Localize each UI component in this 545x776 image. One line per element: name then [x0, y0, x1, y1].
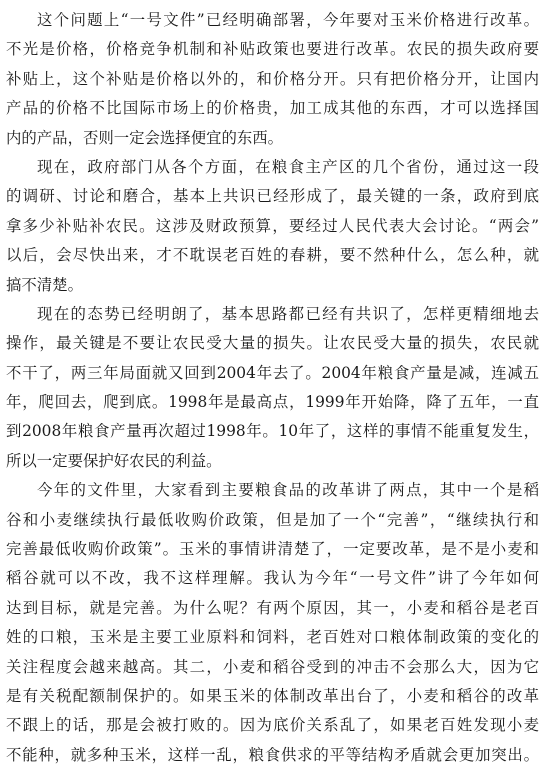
text-line: 不能种，就多种玉米，这样一乱，粮食供求的平等结构矛盾就会更加突出。 — [6, 745, 539, 764]
text-line: 这个问题上“一号文件”已经明确部署，今年要对玉米价格进行改革。 — [37, 11, 539, 29]
paragraph — [6, 6, 539, 153]
text-line: 搞不清楚。 — [6, 275, 83, 294]
paragraph — [6, 300, 539, 476]
text-line: 不跟上的话，那是会被打败的。因为底价关系乱了，如果老百姓发现小麦 — [6, 716, 539, 735]
text-line: 操作，最关键是不要让农民受大量的损失。让农民受大量的损失，农民就 — [6, 334, 539, 353]
text-line: 补贴上，这个补贴是价格以外的，和价格分开。只有把价格分开，让国内 — [6, 69, 539, 88]
text-line: 到2008年粮食产量再次超过1998年。10年了，这样的事情不能重复发生， — [6, 422, 539, 441]
text-line: 产品的价格不比国际市场上的价格贵，加工成其他的东西，才可以选择国 — [6, 99, 539, 118]
text-line: 稻谷就可以不改，我不这样理解。我认为今年“一号文件”讲了今年如何 — [6, 569, 539, 588]
text-line: 姓的口粮，玉米是主要工业原料和饲料，老百姓对口粮体制政策的变化的 — [6, 628, 539, 647]
text-line: 谷和小麦继续执行最低收购价政策，但是加了一个“完善”，“继续执行和 — [6, 510, 539, 529]
text-line: 现在的态势已经明朗了，基本思路都已经有共识了，怎样更精细地去 — [37, 304, 539, 323]
text-line: 今年的文件里，大家看到主要粮食品的改革讲了两点，其中一个是稻 — [37, 481, 539, 500]
text-line: 的调研、讨论和磨合，基本上共识已经形成了，最关键的一条，政府到底 — [6, 187, 539, 206]
text-line: 年，爬回去，爬到底。1998年是最高点，1999年开始降，降了五年，一直 — [6, 393, 539, 412]
text-line: 以后，会尽快出来，才不耽误老百姓的春耕，要不然种什么，怎么种，就 — [6, 246, 539, 265]
paragraph — [6, 153, 539, 300]
text-line: 不干了，两三年局面就又回到2004年去了。2004年粮食产量是减，连减五 — [6, 363, 539, 382]
text-line: 是有关税配额制保护的。如果玉米的体制改革出台了，小麦和稻谷的改革 — [6, 686, 539, 705]
text-line: 不光是价格，价格竞争机制和补贴政策也要进行改革。农民的损失政府要 — [6, 40, 539, 59]
text-line: 关注程度会越来越高。其二，小麦和稻谷受到的冲击不会那么大，因为它 — [6, 657, 539, 676]
text-line: 达到目标，就是完善。为什么呢？有两个原因，其一，小麦和稻谷是老百 — [6, 598, 539, 617]
text-line: 内的产品，否则一定会选择便宜的东西。 — [6, 128, 284, 147]
text-line: 完善最低收购价政策”。玉米的事情讲清楚了，一定要改革，是不是小麦和 — [6, 540, 539, 559]
text-line: 拿多少补贴补农民。这涉及财政预算，要经过人民代表大会讨论。“两会” — [6, 216, 539, 235]
text-line: 所以一定要保护好农民的利益。 — [6, 451, 222, 470]
paragraph — [6, 476, 539, 770]
text-line: 现在，政府部门从各个方面，在粮食主产区的几个省份，通过这一段 — [37, 157, 539, 176]
